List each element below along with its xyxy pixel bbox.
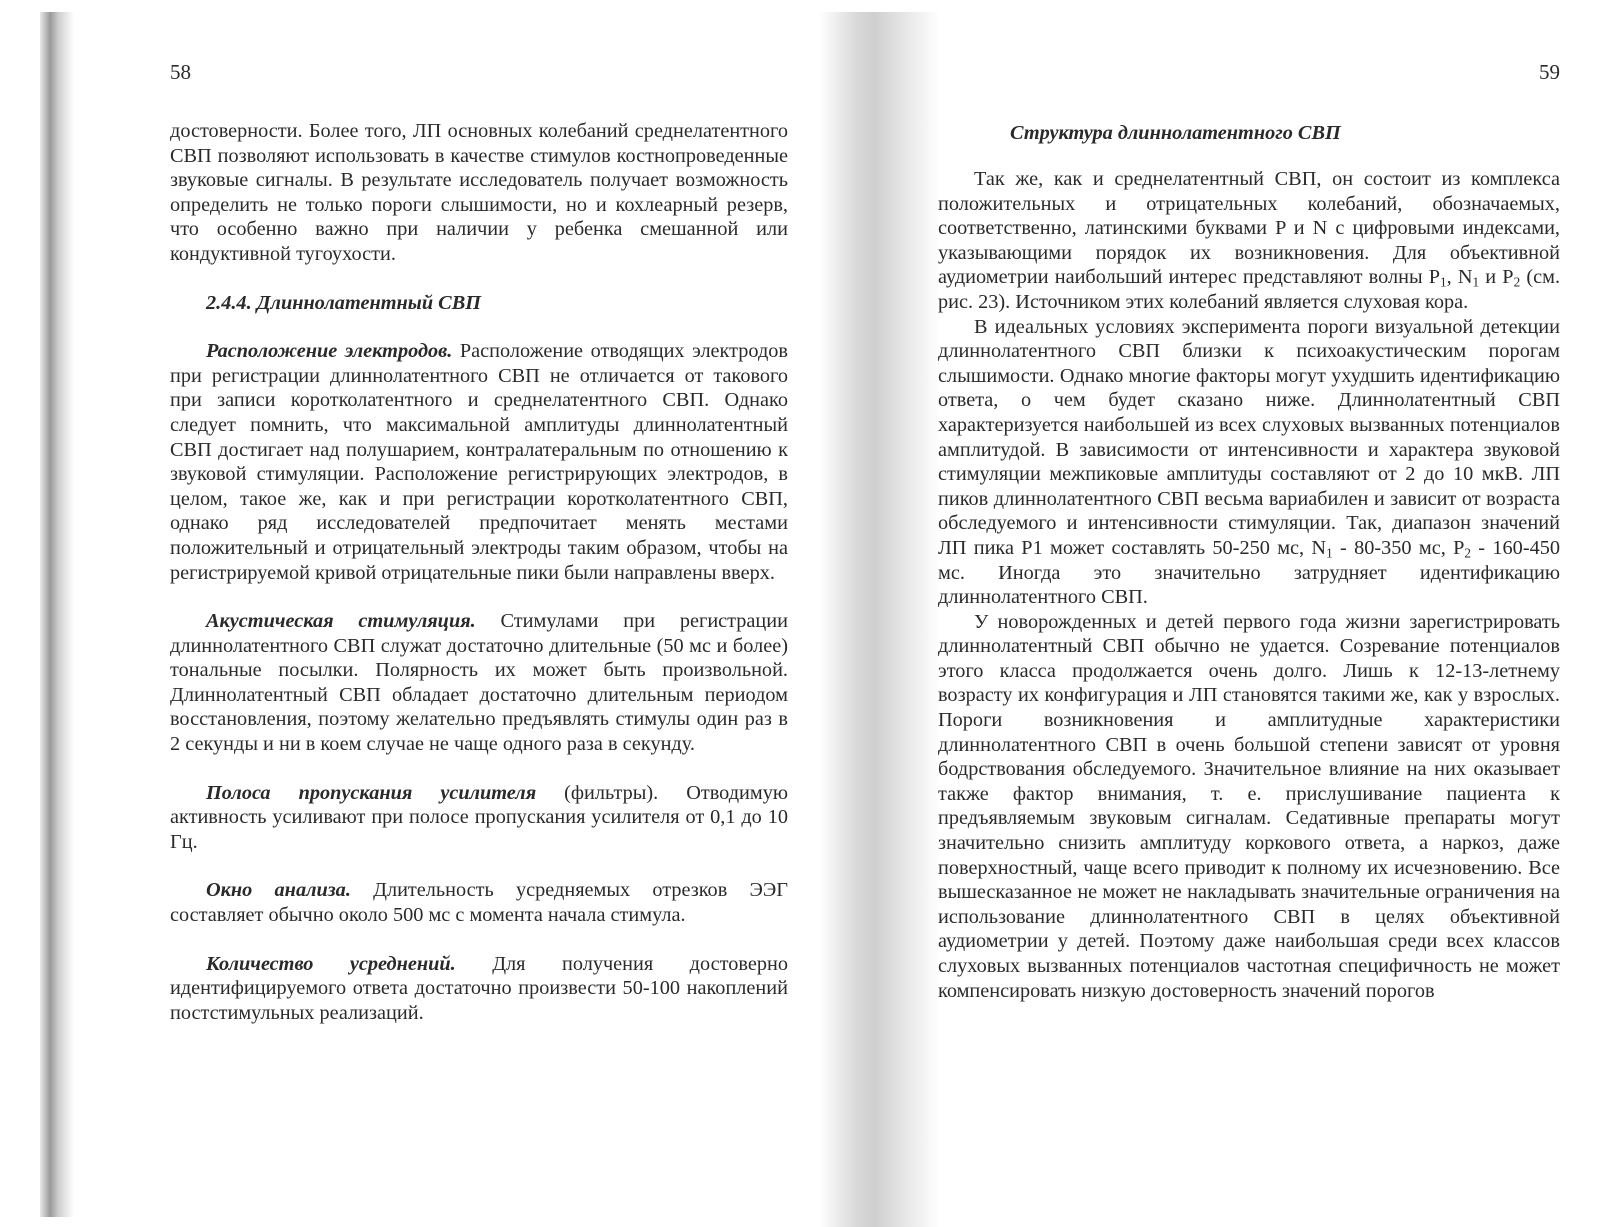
lead-term: Расположение электродов. [206, 340, 453, 363]
paragraph-text: Длительность усредняемых отрезков ЭЭГ составляет обычно около 500 мс с момента начала стимула. [170, 879, 788, 927]
subscript: 1 [1326, 545, 1333, 561]
lead-term: Окно анализа. [206, 879, 351, 902]
section-heading: 2.4.4. Длиннолатентный СВП [206, 291, 482, 314]
lead-term: Акустическая стимуляция. [206, 610, 476, 633]
paragraph-text: Для получения достоверно идентифицируемого ответа достаточно произвести 50-100 накоплений постстимульных реализаций. [170, 952, 788, 1024]
section-heading: Структура длиннолатентного СВП [1010, 122, 1341, 144]
subscript: 1 [1440, 274, 1447, 290]
paragraph-text: Расположение отводящих электродов при регистрации длиннолатентного СВП не отличается от такового при записи коротколатентного и среднелатентного СВП. Однако следует помнить, что максимальной амплитуды длиннолатентный СВП достигает над полушарием, контралатеральным по отношению к звуковой стимуляции. Расположение регистрирующих электродов, в целом, такое же, как и при регистрации коротколатентного СВП, однако ряд исследователей предпочитает менять местами положительный и отрицательный электроды таким образом, чтобы на регистрируемой кривой отрицательные пики были направлены вверх. [170, 340, 788, 584]
book-gutter [820, 12, 940, 1227]
paragraph-text: Стимулами при регистрации длиннолатентного СВП служат достаточно длительные (50 мс и более) тональные посылки. Полярность их может быть произвольной. Длиннолатентный СВП обладает достаточно длительным периодом восстановления, поэтому желательно предъявлять стимулы один раз в 2 секунды и ни в коем случае не чаще одного раза в секунду. [170, 610, 788, 756]
paragraph-structure [938, 167, 1560, 315]
paragraph-electrodes [170, 339, 788, 585]
paragraph-analysis-window [170, 878, 788, 927]
subscript: 1 [1472, 274, 1480, 290]
paragraph-text: (фильтры). Отводимую активность усиливают при полосе пропускания усилителя от 0,1 до 10 Гц. [170, 781, 788, 853]
left-page-text [170, 119, 788, 1025]
paragraph-thresholds [938, 315, 1560, 610]
lead-term: Количество усреднений. [206, 952, 456, 975]
lead-term: Полоса пропускания усилителя [206, 781, 537, 804]
text-run: - 160-450 мс. Иногда это значительно затрудняет идентификацию длиннолатентного СВП. [938, 536, 1560, 609]
subscript: 2 [1464, 545, 1471, 561]
text-run: - 80-350 мс, P [1332, 536, 1465, 559]
text-run: и P [1479, 266, 1514, 289]
paragraph-continuation: достоверности. Более того, ЛП основных колебаний среднелатентного СВП позволяют использовать в качестве стимулов костнопроведенные звуковые сигналы. В результате исследователь получает возможность определить не только пороги слышимости, но и кохлеарный резерв, что особенно важно при наличии у ребенка смешанной или кондуктивной тугоухости. [170, 120, 788, 265]
right-page-text [938, 167, 1560, 1003]
paragraph-newborns: У новорожденных и детей первого года жизни зарегистрировать длиннолатентный СВП обычно не удается. Созревание потенциалов этого класса продолжается очень долго. Лишь к 12-13-летнему возрасту их конфигурация и ЛП становятся такими же, как у взрослых. Пороги возникновения и амплитудные характеристики длиннолатентного СВП в очень большой степени зависят от уровня бодрствования обследуемого. Значительное влияние на них оказывает также фактор внимания, т. е. прислушивание пациента к предъявляемым звуковым сигналам. Седативные препараты могут значительно снизить амплитуду коркового ответа, а наркоз, даже поверхностный, чаще всего приводит к полному их исчезновению. Все вышесказанное не может не накладывать значительные ограничения на использование длиннолатентного СВП в целях объективной аудиометрии у детей. Поэтому даже наибольшая среди всех классов слуховых вызванных потенциалов частотная специфичность не может компенсировать низкую достоверность значений порогов [938, 610, 1560, 1002]
paragraph-averages [170, 952, 788, 1026]
paragraph-filters [170, 781, 788, 855]
page-number: 59 [1539, 60, 1560, 84]
text-run: (см. рис. 23). Источником этих колебаний является слуховая кора. [938, 266, 1561, 313]
subscript: 2 [1513, 274, 1521, 290]
text-run: Так же, как и среднелатентный СВП, он состоит из комплекса положительных и отрицательных колебаний, обозначаемых, соответственно, латинскими буквами P и N с цифровыми индексами, указывающими порядок их возникновения. Для объективной аудиометрии наибольший интерес представляют волны P [938, 168, 1560, 289]
text-run: В идеальных условиях эксперимента пороги визуальной детекции длиннолатентного СВП близки к психоакустическим порогам слышимости. Однако многие факторы могут ухудшить идентификацию ответа, о чем будет сказано ниже. Длиннолатентный СВП характеризуется наибольшей из всех слуховых вызванных потенциалов амплитудой. В зависимости от интенсивности и характера звуковой стимуляции межпиковые амплитуды составляют от 2 до 10 мкВ. ЛП пиков длиннолатентного СВП весьма вариабилен и зависит от возраста обследуемого и интенсивности стимуляции. Так, диапазон значений ЛП пика P1 может составлять 50-250 мс, N [938, 315, 1560, 559]
text-run: , N [1446, 266, 1473, 289]
paragraph-stimulation [170, 609, 788, 757]
page-edge-shadow [40, 12, 74, 1217]
page-number: 58 [170, 60, 191, 84]
